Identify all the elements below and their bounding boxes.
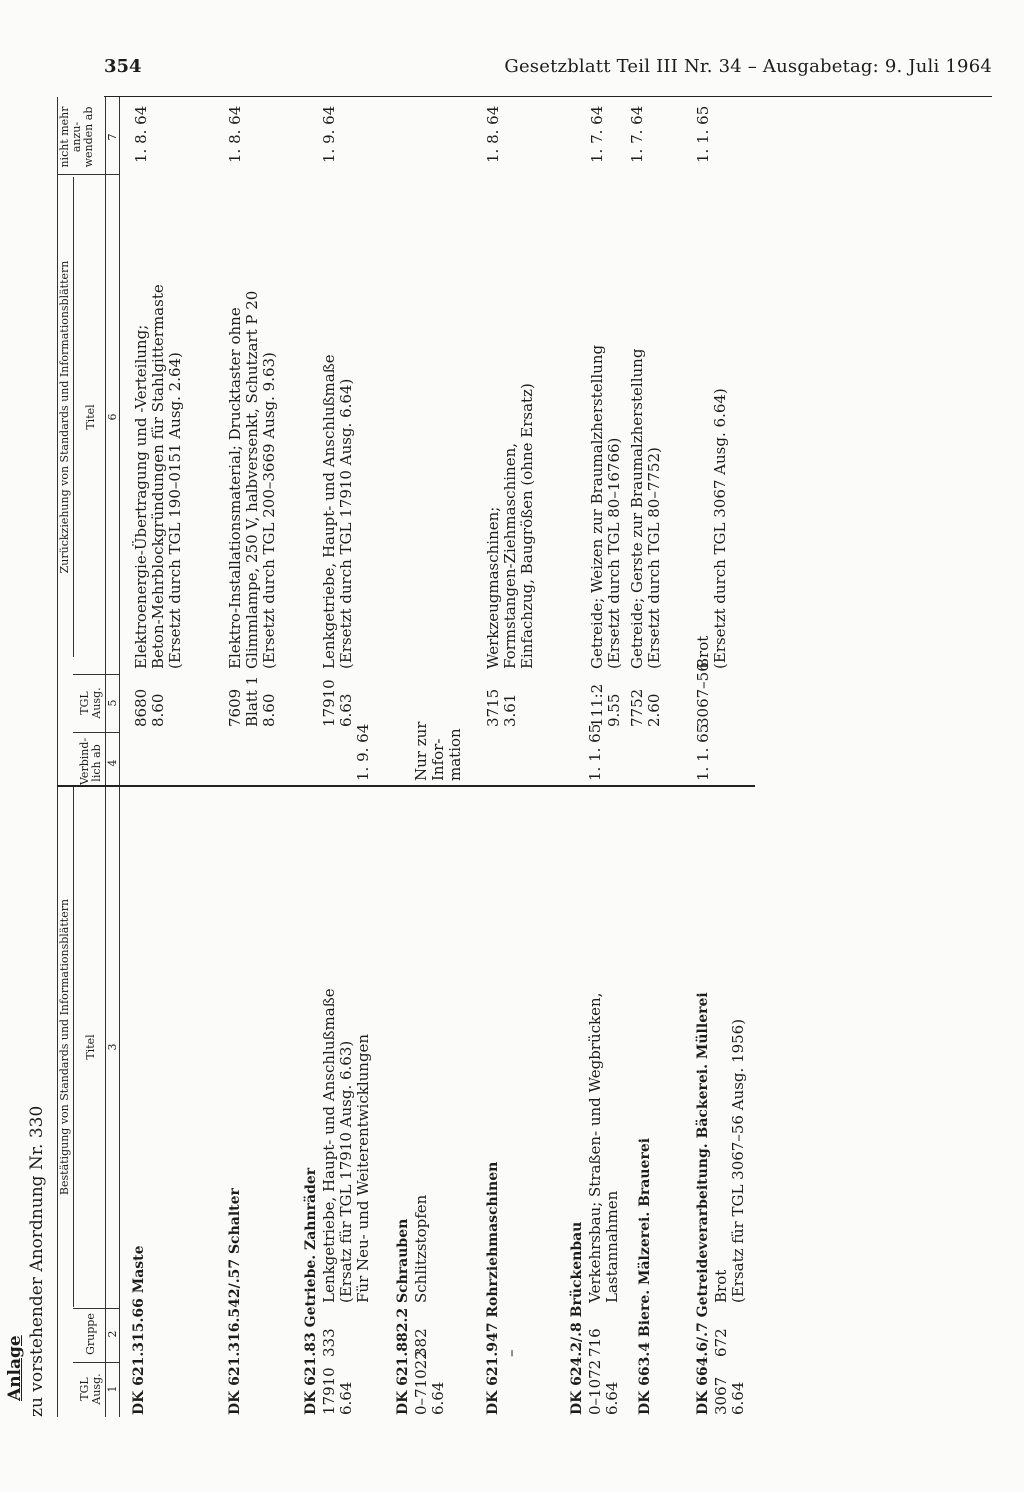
left-title-line: (Ersatz für TGL 17910 Ausg. 6.63) (337, 1040, 355, 1303)
right-tgl: 3715 (484, 688, 502, 727)
right-title-line: Elektroenergie-Übertragung und -Verteilung; (132, 324, 150, 669)
withdrawal-date: 1. 9. 64 (320, 105, 338, 163)
left-ausg: 6.64 (337, 1381, 355, 1415)
binding-info: Infor- (429, 738, 447, 781)
withdrawal-date: 1. 8. 64 (132, 105, 150, 163)
right-tgl: 8680 (132, 688, 150, 727)
left-gruppe: 382 (412, 1328, 430, 1357)
right-tgl: 3067–56 (694, 662, 712, 727)
right-title-line: Getreide; Weizen zur Braumalzherstellung (588, 344, 606, 669)
group-title-schalter: DK 621.316.542/.57 Schalter (227, 1188, 243, 1415)
left-ausg: 6.64 (429, 1381, 447, 1415)
withdrawal-date: 1. 1. 65 (694, 105, 712, 163)
anlage-heading: Anlage (5, 1335, 25, 1401)
left-title-line: Für Neu- und Weiterentwicklungen (354, 1033, 372, 1303)
col-number: 6 (106, 413, 119, 421)
page-header (104, 56, 992, 97)
header-divider (73, 674, 119, 675)
col-titel-right: Titel (84, 404, 97, 430)
right-ausg: 9.55 (605, 693, 623, 727)
col-titel: Titel (84, 1034, 97, 1060)
binding-info: mation (446, 728, 464, 781)
group-title-maste: DK 621.315.66 Maste (131, 1245, 147, 1415)
binding-date: 1. 9. 64 (354, 723, 372, 781)
col-nicht-mehr: nicht mehr anzu-wenden ab (58, 106, 95, 168)
right-title-line: Werkzeugmaschinen; (484, 506, 502, 669)
withdrawal-date: 1. 8. 64 (484, 105, 502, 163)
right-title-line: Elektro-Installationsmaterial; Drucktaster ohne (226, 307, 244, 669)
binding-info: Nur zur (412, 721, 430, 781)
right-title-line: Getreide; Gerste zur Braumalzherstellung (628, 348, 646, 669)
group-title-getreideverarbeitung: DK 664.6/.7 Getreideverarbeitung. Bäckerei. Müllerei (695, 992, 711, 1415)
left-gruppe: 333 (320, 1328, 338, 1357)
header-divider (57, 174, 119, 175)
left-title-line: Schlitzstopfen (412, 1194, 430, 1303)
landscape-table (0, 97, 755, 1417)
group-title-schrauben: DK 621.882.2 Schrauben (395, 1218, 411, 1415)
right-title-line: (Ersetzt durch TGL 17910 Ausg. 6.64) (337, 378, 355, 669)
running-head: Gesetzblatt Teil III Nr. 34 – Ausgabetag: 9. Juli 1964 (504, 56, 992, 77)
binding-date: 1. 1. 65 (694, 723, 712, 781)
right-title-line: (Ersetzt durch TGL 80–7752) (645, 447, 663, 669)
withdrawal-date: 1. 7. 64 (628, 105, 646, 163)
left-title-line: Verkehrsbau; Straßen- und Wegbrücken, (586, 992, 604, 1303)
header-numbers-top-rule (105, 97, 106, 1417)
header-sub-rule-left (73, 787, 74, 1307)
left-gruppe: 716 (586, 1328, 604, 1357)
group-title-biere: DK 663.4 Biere. Mälzerei. Brauerei (637, 1137, 653, 1415)
col-tgl-ausg-right: TGL Ausg. (78, 687, 103, 719)
col-number: 5 (106, 699, 119, 707)
section-divider (57, 785, 755, 787)
left-tgl: 17910 (320, 1367, 338, 1415)
left-title-line: (Ersatz für TGL 3067–56 Ausg. 1956) (729, 1018, 747, 1303)
anlage-subtitle: zu vorstehender Anordnung Nr. 330 (27, 1105, 47, 1417)
group-title-rohrziehmaschinen: DK 621.947 Rohrziehmaschinen (485, 1161, 501, 1415)
right-title-line: Brot (694, 635, 712, 669)
right-title-line: Einfachzug, Baugrößen (ohne Ersatz) (518, 383, 536, 669)
left-title-line: Lastannahmen (603, 1190, 621, 1303)
withdrawal-date: 1. 8. 64 (226, 105, 244, 163)
right-ausg: 8.60 (260, 693, 278, 727)
right-ausg: 6.63 (337, 693, 355, 727)
left-title-line: Lenkgetriebe, Haupt- und Anschlußmaße (320, 988, 338, 1303)
header-sub-rule-right (73, 177, 74, 657)
header-divider (73, 1308, 119, 1309)
col-tgl-ausg: TGL Ausg. (78, 1373, 103, 1405)
col-gruppe: Gruppe (84, 1313, 97, 1355)
page-number: 354 (104, 56, 142, 77)
right-title-line: Lenkgetriebe, Haupt- und Anschlußmaße (320, 354, 338, 669)
left-ausg: 6.64 (603, 1381, 621, 1415)
left-group-header: Bestätigung von Standards und Informationsblättern (58, 898, 71, 1196)
group-title-brueckenbau: DK 624.2/.8 Brückenbau (569, 1221, 585, 1415)
right-title-line: (Ersetzt durch TGL 3067 Ausg. 6.64) (711, 388, 729, 669)
right-title-line: Formstangen-Ziehmaschinen, (501, 443, 519, 669)
right-title-line: (Ersetzt durch TGL 80–16766) (605, 437, 623, 669)
col-number: 7 (106, 133, 119, 141)
col-verbindlich: Verbind-lich ab (78, 737, 103, 785)
withdrawal-date: 1. 7. 64 (588, 105, 606, 163)
header-divider (73, 1362, 119, 1363)
header-divider (73, 732, 119, 733)
col-number: 4 (106, 759, 119, 767)
right-group-header: Zurückziehung von Standards und Informationsblättern (58, 260, 71, 574)
left-tgl: 3067 (712, 1376, 730, 1415)
right-title-line: (Ersetzt durch TGL 200–3669 Ausg. 9.63) (260, 352, 278, 669)
right-ausg: 2.60 (645, 693, 663, 727)
right-title-line: Beton-Mehrblockgründungen für Stahlgittermaste (149, 284, 167, 669)
col-number: 3 (106, 1043, 119, 1051)
right-ausg: 3.61 (501, 693, 519, 727)
left-tgl: 0–71022 (412, 1350, 430, 1415)
group-title-getriebe: DK 621.83 Getriebe. Zahnräder (303, 1167, 319, 1415)
header-bottom-rule (119, 97, 120, 1417)
col-number: 2 (106, 1330, 119, 1338)
right-tgl: 111:2 (588, 683, 606, 727)
right-title-line: (Ersetzt durch TGL 190–0151 Ausg. 2.64) (166, 352, 184, 669)
right-ausg: 8.60 (149, 693, 167, 727)
right-title-line: Glimmlampe, 250 V, halbversenkt, Schutzart P 20 (243, 290, 261, 669)
left-ausg: 6.64 (729, 1381, 747, 1415)
right-tgl: 7752 (628, 688, 646, 727)
right-tgl: 17910 (320, 679, 338, 727)
col-number: 1 (106, 1385, 119, 1393)
right-tgl: 7609 (226, 688, 244, 727)
binding-date: 1. 1. 65 (586, 723, 604, 781)
left-tgl: 0–1072 (586, 1359, 604, 1415)
left-gruppe: 672 (712, 1328, 730, 1357)
right-blatt: Blatt 1 (243, 675, 261, 727)
left-title-line: Brot (712, 1269, 730, 1303)
left-dash: – (502, 1349, 520, 1357)
